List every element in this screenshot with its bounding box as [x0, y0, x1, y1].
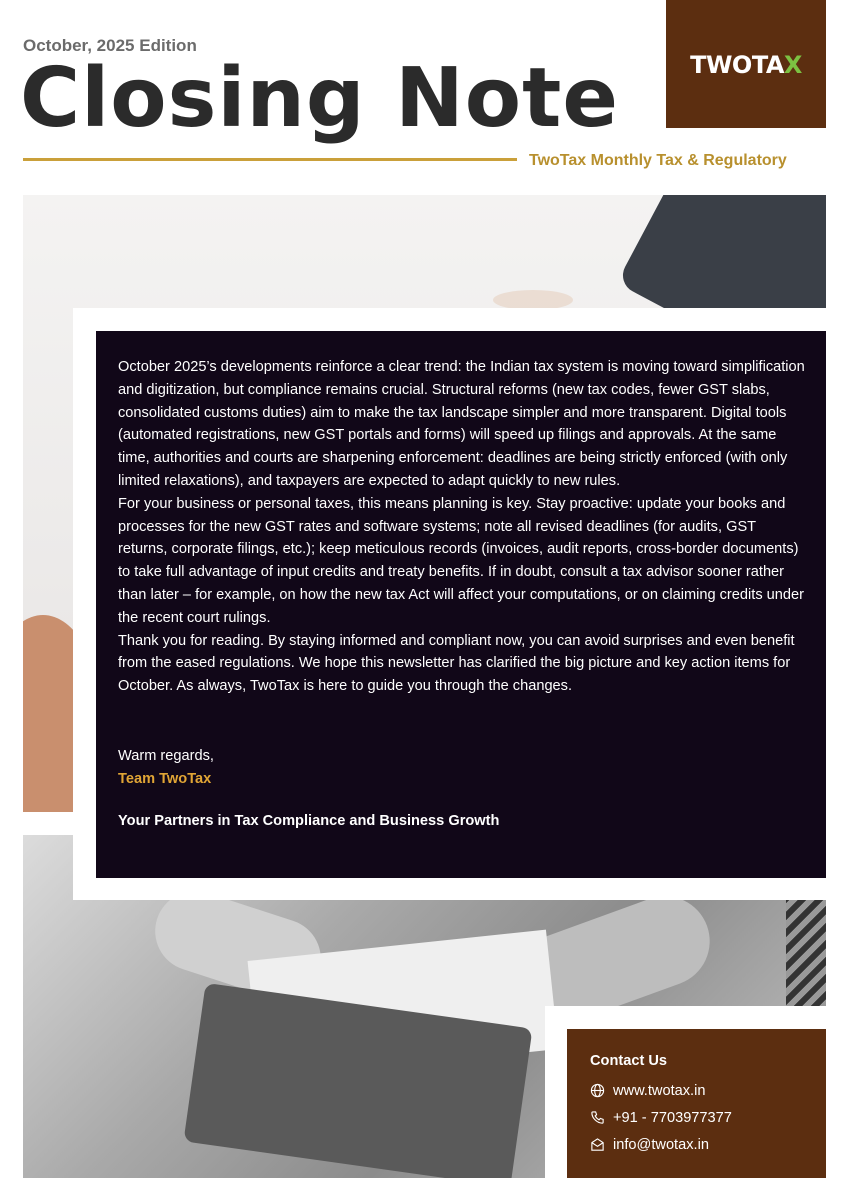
mail-icon	[590, 1137, 605, 1152]
contact-phone[interactable]	[590, 1104, 826, 1131]
gold-divider	[23, 158, 517, 161]
body-paragraph: Thank you for reading. By staying informed and compliant now, you can avoid surprises and even benefit from the eased regulations. We hope this newsletter has clarified the big picture and key action items for October. As always, TwoTax is here to guide you through the changes.	[118, 632, 795, 695]
photo-stripes-shape	[786, 895, 826, 1015]
company-tagline: Your Partners in Tax Compliance and Business Growth	[118, 812, 500, 829]
photo-blur-shape	[493, 290, 573, 310]
globe-icon	[590, 1083, 605, 1098]
phone-number[interactable]: +91 - 7703977377	[613, 1109, 732, 1126]
contact-email[interactable]	[590, 1131, 826, 1158]
email-link[interactable]: info@twotax.in	[613, 1136, 709, 1153]
contact-title: Contact Us	[590, 1053, 668, 1069]
closing-note-panel	[96, 331, 826, 878]
page-title: Closing Note	[20, 51, 619, 146]
signoff-team: Team TwoTax	[118, 770, 212, 787]
logo-check-mark: X	[783, 51, 802, 79]
body-paragraph: October 2025’s developments reinforce a clear trend: the Indian tax system is moving toward simplification and digitization, but compliance remains crucial. Structural reforms (new tax codes, fewer GST slabs, consolidated customs duties) aim to make the tax landscape simpler and more transparent. Digital tools (automated registrations, new GST portals and forms) will speed up filings and approvals. At the same time, authorities and courts are sharpening enforcement: deadlines are being strictly enforced (with only limited relaxations), and taxpayers are expected to adapt quickly to new rules.	[118, 359, 805, 489]
signoff-regards: Warm regards,	[118, 747, 214, 764]
phone-icon	[590, 1110, 605, 1125]
logo-block	[666, 0, 826, 128]
twotax-logo	[666, 51, 826, 79]
contact-box	[567, 1029, 826, 1178]
website-link[interactable]: www.twotax.in	[613, 1082, 706, 1099]
logo-text: TWOTA	[690, 51, 784, 79]
body-paragraph: For your business or personal taxes, this means planning is key. Stay proactive: update your books and processes for the new GST rates and software systems; note all revised deadlines (for audits, GST returns, corporate filings, etc.); keep meticulous records (invoices, audit reports, cross-border documents) to take full advantage of input credits and treaty benefits. If in doubt, consult a tax advisor sooner rather than later – for example, on how the new tax Act will affect your computations, or on claiming credits under the recent court rulings.	[118, 495, 804, 626]
newsletter-subtitle: TwoTax Monthly Tax & Regulatory	[529, 152, 787, 169]
contact-website[interactable]	[590, 1077, 826, 1104]
edition-label: October, 2025 Edition	[23, 36, 197, 55]
